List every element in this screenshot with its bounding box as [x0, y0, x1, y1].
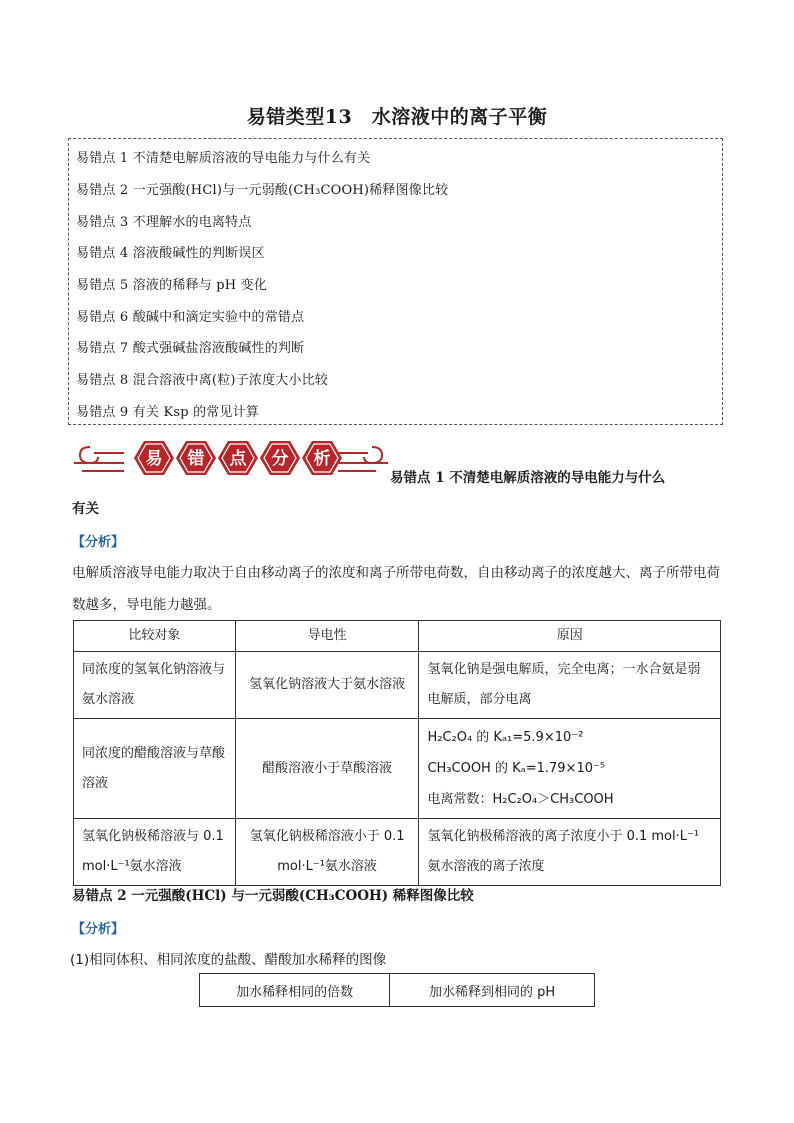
page-title: 易错类型13 水溶液中的离子平衡	[246, 106, 548, 128]
banner-hex	[302, 441, 342, 475]
analysis-paragraph: 电解质溶液导电能力取决于自由移动离子的浓度和离子所带电荷数，自由移动离子的浓度越大、离子所带电荷数越多，导电能力越强。	[72, 565, 720, 613]
table-row	[74, 719, 721, 819]
banner-hex	[134, 441, 174, 475]
toc-item: 易错点 9 有关 Ksp 的常见计算	[76, 405, 260, 420]
banner-char: 易	[145, 449, 163, 469]
table-row	[200, 974, 595, 1007]
banner-hex	[218, 441, 258, 475]
table-cell: 氢氧化钠极稀溶液的离子浓度小于 0.1 mol·L⁻¹氨水溶液的离子浓度	[419, 819, 721, 886]
table-cell: 同浓度的氢氧化钠溶液与氨水溶液	[74, 652, 236, 719]
banner-char: 点	[229, 449, 247, 469]
table-header: 加水稀释到相同的 pH	[390, 974, 595, 1007]
table-cell: 氢氧化钠溶液大于氨水溶液	[235, 652, 419, 719]
table-header: 比较对象	[74, 621, 236, 652]
reason-line: CH₃COOH 的 Kₐ=1.79×10⁻⁵	[427, 761, 606, 776]
banner-hex	[176, 441, 216, 475]
toc-item: 易错点 8 混合溶液中离(粒)子浓度大小比较	[76, 373, 329, 388]
section2-heading: 易错点 2 一元强酸(HCl) 与一元弱酸(CH₃COOH) 稀释图像比较	[72, 888, 474, 904]
toc-item: 易错点 1 不清楚电解质溶液的导电能力与什么有关	[76, 151, 371, 166]
toc-item: 易错点 6 酸碱中和滴定实验中的常错点	[76, 310, 305, 325]
section1-heading-cont: 有关	[72, 501, 99, 517]
toc-item: 易错点 2 一元强酸(HCl)与一元弱酸(CH₃COOH)稀释图像比较	[76, 183, 449, 198]
banner-char: 分	[271, 449, 289, 469]
analysis-label: 【分析】	[72, 922, 125, 937]
banner-hex	[260, 441, 300, 475]
reason-line: 电离常数：H₂C₂O₄＞CH₃COOH	[427, 792, 614, 807]
toc-item: 易错点 4 溶液酸碱性的判断误区	[76, 246, 265, 261]
table-header: 导电性	[235, 621, 419, 652]
table-header: 加水稀释相同的倍数	[200, 974, 390, 1007]
toc-item: 易错点 3 不理解水的电离特点	[76, 215, 252, 230]
table-cell: 氢氧化钠是强电解质，完全电离；一水合氨是弱电解质，部分电离	[419, 652, 721, 719]
toc-item: 易错点 7 酸式强碱盐溶液酸碱性的判断	[76, 341, 305, 356]
comparison-table	[73, 620, 721, 886]
banner-char: 错	[187, 449, 205, 469]
reason-line: H₂C₂O₄ 的 Kₐ₁=5.9×10⁻²	[427, 730, 584, 745]
banner-char: 析	[313, 449, 331, 469]
table-row	[74, 819, 721, 886]
table-cell: 氢氧化钠极稀溶液小于 0.1 mol·L⁻¹氨水溶液	[235, 819, 419, 886]
table-cell	[419, 719, 721, 819]
dilution-table	[199, 973, 595, 1007]
table-cell: 氢氧化钠极稀溶液与 0.1 mol·L⁻¹氨水溶液	[74, 819, 236, 886]
table-cell: 醋酸溶液小于草酸溶液	[235, 719, 419, 819]
table-cell: 同浓度的醋酸溶液与草酸溶液	[74, 719, 236, 819]
analysis-label: 【分析】	[72, 535, 125, 550]
table-header: 原因	[419, 621, 721, 652]
table-header-row	[74, 621, 721, 652]
table-row	[74, 652, 721, 719]
toc-box	[68, 138, 723, 425]
toc-item: 易错点 5 溶液的稀释与 pH 变化	[76, 278, 268, 293]
section1-heading: 易错点 1 不清楚电解质溶液的导电能力与什么	[390, 470, 666, 486]
section2-subheading: (1)相同体积、相同浓度的盐酸、醋酸加水稀释的图像	[70, 952, 387, 968]
section-banner	[72, 433, 390, 483]
